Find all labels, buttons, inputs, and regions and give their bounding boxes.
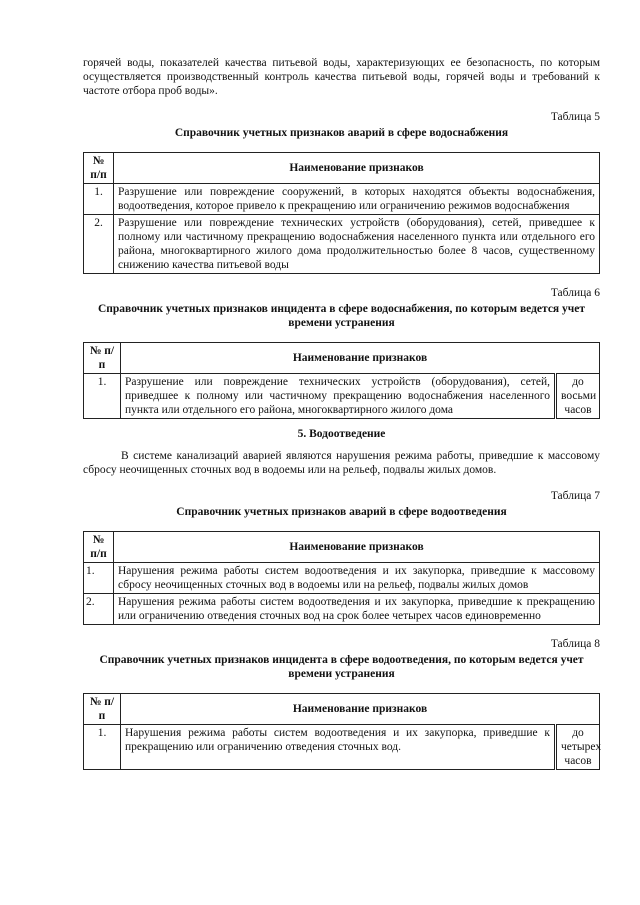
table5-col-name: Наименование признаков — [114, 153, 600, 184]
row-text: Разрушение или повреждение технических устройств (оборудования), сетей, приведшее к полному или частичному прекращению водоснабжения населенного пункта или отдельного его района, многоквартирного жилого дома — [121, 374, 556, 419]
table-row — [84, 374, 600, 419]
row-num: 1. — [84, 374, 121, 419]
table7-label: Таблица 7 — [550, 490, 600, 502]
table5 — [83, 152, 600, 274]
row-num: 2. — [84, 215, 114, 274]
table8-title: Справочник учетных признаков инцидента в сфере водоотведения, по которым ведется учет времени устранения — [99, 654, 584, 680]
table6-header-row — [84, 343, 600, 374]
table8 — [83, 693, 600, 770]
table7-col-name: Наименование признаков — [114, 532, 600, 563]
table-row — [84, 184, 600, 215]
table8-header-row — [84, 694, 600, 725]
row-text: Нарушения режима работы систем водоотведения и их закупорка, приведшие к прекращению или ограничению отведения сточных вод на срок более четырех часов единовременно — [114, 594, 600, 625]
row-text: Нарушения режима работы систем водоотведения и их закупорка, приведшие к прекращению или ограничению отведения сточных вод. — [121, 725, 556, 770]
table7 — [83, 531, 600, 625]
table-row — [84, 215, 600, 274]
table8-label: Таблица 8 — [550, 638, 600, 650]
table8-col-name: Наименование признаков — [121, 694, 600, 725]
row-time: до четырех часов — [556, 725, 600, 770]
row-num: 1. — [84, 725, 121, 770]
row-text: Разрушение или повреждение сооружений, в которых находятся объекты водоснабжения, водоотведения, которое привело к прекращению или ограничению режимов водоснабжения — [114, 184, 600, 215]
row-num: 2. — [84, 594, 114, 625]
table-row — [84, 563, 600, 594]
table-row — [84, 594, 600, 625]
section-heading: 5. Водоотведение — [297, 428, 386, 440]
table6-col-name: Наименование признаков — [121, 343, 600, 374]
row-num: 1. — [84, 184, 114, 215]
table6-label: Таблица 6 — [550, 287, 600, 299]
table8-col-num: № п/п — [84, 694, 121, 725]
intro-paragraph: горячей воды, показателей качества питьевой воды, характеризующих ее безопасность, по которым осуществляется производственный контроль качества питьевой воды, горячей воды и требований к частоте отбора проб воды». — [83, 57, 600, 97]
table5-label: Таблица 5 — [550, 111, 600, 123]
table7-title: Справочник учетных признаков аварий в сфере водоотведения — [176, 506, 507, 518]
table6-col-num: № п/п — [84, 343, 121, 374]
row-num: 1. — [84, 563, 114, 594]
table5-title: Справочник учетных признаков аварий в сфере водоснабжения — [174, 127, 509, 139]
table7-header-row — [84, 532, 600, 563]
section-paragraph: В системе канализаций аварией являются нарушения режима работы, приведшие к массовому сбросу неочищенных сточных вод в водоемы или на рельеф, подвалы жилых домов. — [83, 450, 600, 476]
table7-col-num: № п/п — [84, 532, 114, 563]
table5-header-row — [84, 153, 600, 184]
row-text: Разрушение или повреждение технических устройств (оборудования), сетей, приведшее к полному или частичному прекращению водоснабжения населенного пункта или отдельного его района, многоквартирного жилого дома продолжительностью более 8 часов, существенному снижению качества питьевой воды — [114, 215, 600, 274]
table5-col-num: № п/п — [84, 153, 114, 184]
row-time: до восьми часов — [556, 374, 600, 419]
table-row — [84, 725, 600, 770]
table6 — [83, 342, 600, 419]
row-text: Нарушения режима работы систем водоотведения и их закупорка, приведшие к массовому сбросу неочищенных сточных вод в водоемы или на рельеф, подвалы жилых домов — [114, 563, 600, 594]
table6-title: Справочник учетных признаков инцидента в сфере водоснабжения, по которым ведется учет времени устранения — [97, 303, 586, 329]
